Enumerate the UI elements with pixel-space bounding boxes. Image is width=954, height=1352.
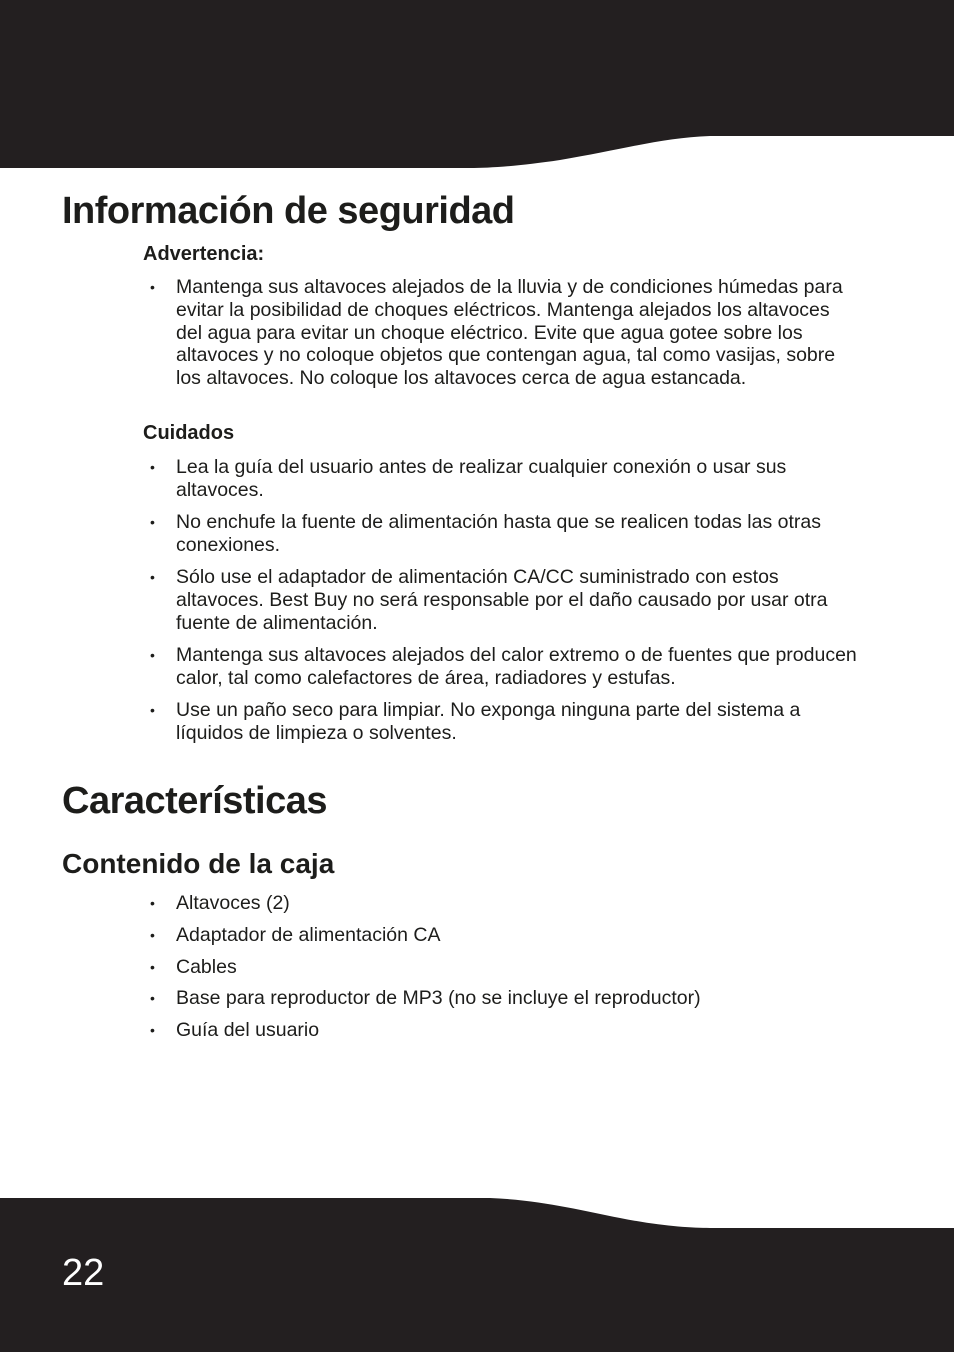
box-contents-item: • Cables [150, 956, 860, 979]
box-contents-item: • Guía del usuario [150, 1019, 860, 1042]
top-header-band [0, 0, 954, 170]
top-band-shape [0, 0, 954, 168]
box-contents-item: • Adaptador de alimentación CA [150, 924, 860, 947]
box-contents-heading: Contenido de la caja [62, 848, 335, 879]
care-item: • Sólo use el adaptador de alimentación CA/CC suministrado con estos altavoces. Best Buy no será responsable por el daño causado por usar otra fuente de alimentación. [150, 566, 860, 634]
box-contents-list [150, 892, 860, 1051]
warning-item: • Mantenga sus altavoces alejados de la lluvia y de condiciones húmedas para evitar la posibilidad de choques eléctricos. Mantenga alejados los altavoces del agua para evitar un choque eléctrico. Evite que agua gotee sobre los altavoces y no coloque objetos que contengan agua, tal como vasijas, sobre los altavoces. No coloque los altavoces cerca de agua estancada. [150, 276, 860, 390]
page-number: 22 [62, 1252, 105, 1294]
care-item: • No enchufe la fuente de alimentación hasta que se realicen todas las otras conexiones. [150, 511, 860, 557]
bottom-footer-band [0, 1196, 954, 1352]
care-item: • Use un paño seco para limpiar. No exponga ninguna parte del sistema a líquidos de limpieza o solventes. [150, 699, 860, 745]
care-list [150, 456, 860, 754]
features-section-title: Características [62, 780, 328, 822]
care-item: • Lea la guía del usuario antes de realizar cualquier conexión o usar sus altavoces. [150, 456, 860, 502]
box-contents-item: • Base para reproductor de MP3 (no se incluye el reproductor) [150, 987, 860, 1010]
safety-section-title: Información de seguridad [62, 190, 515, 232]
warning-list [150, 276, 860, 399]
care-item: • Mantenga sus altavoces alejados del calor extremo o de fuentes que producen calor, tal como calefactores de área, radiadores y estufas. [150, 644, 860, 690]
care-heading: Cuidados [143, 422, 235, 444]
box-contents-item: • Altavoces (2) [150, 892, 860, 915]
warning-heading: Advertencia: [143, 243, 265, 265]
bottom-band-shape [0, 1198, 954, 1352]
